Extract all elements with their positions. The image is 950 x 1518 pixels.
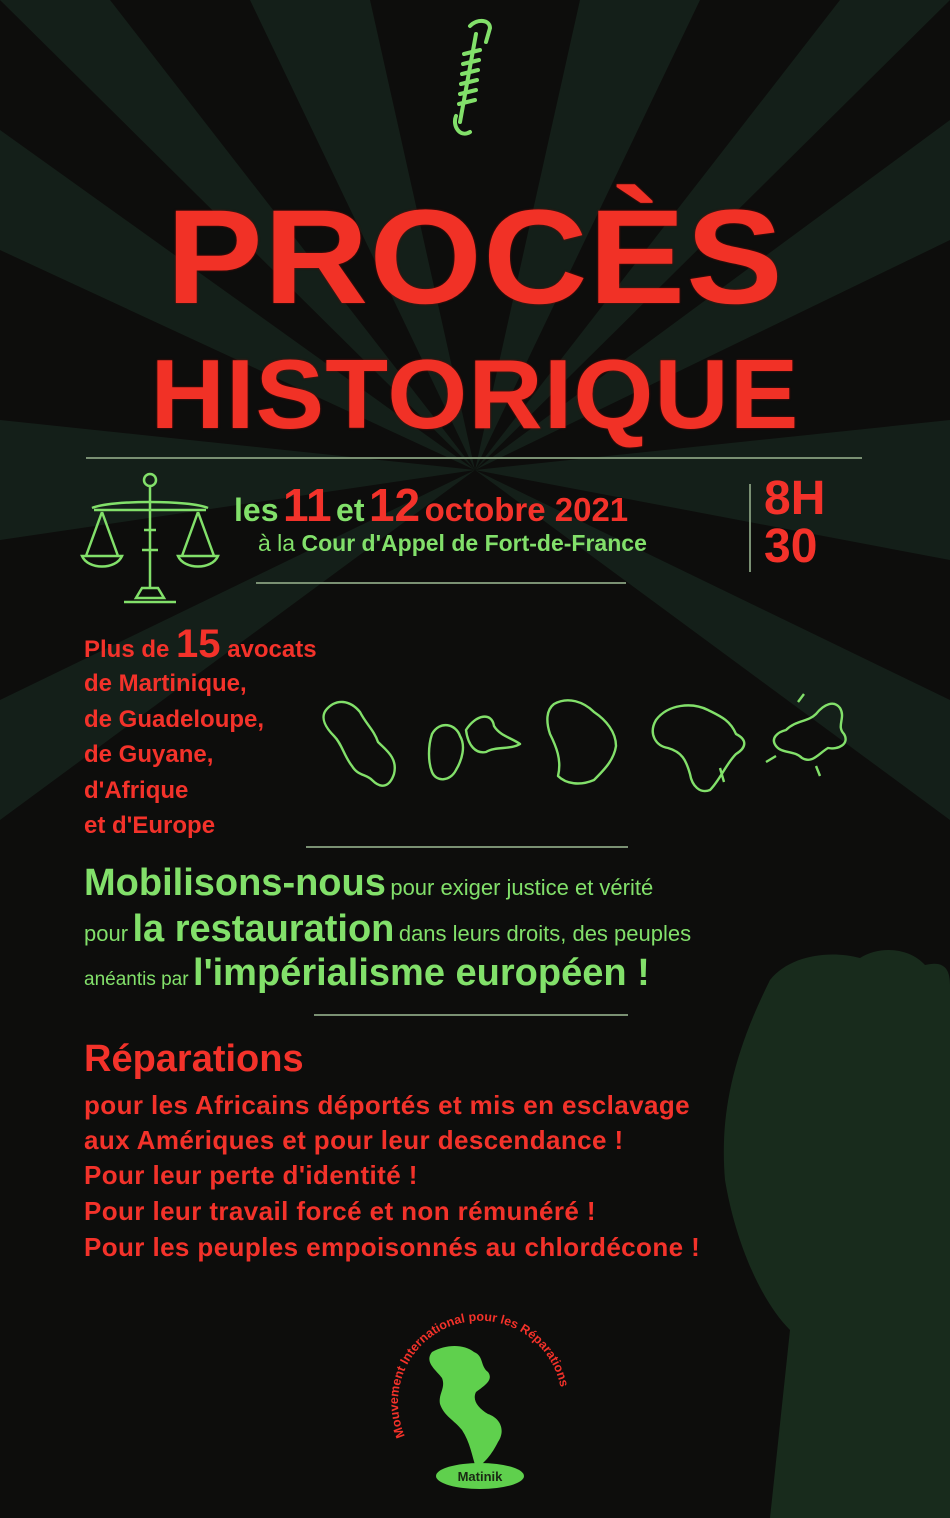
maps-row [316, 690, 856, 800]
mobilize-small-1: pour exiger justice et vérité [390, 875, 654, 900]
date-et: et [336, 492, 365, 528]
mobilize-big-2: la restauration [132, 908, 395, 950]
date-day-2: 12 [368, 479, 421, 531]
americas-globe-icon [429, 1346, 501, 1468]
reparations-line: Pour les peuples empoisonnés au chlordécone ! [84, 1232, 701, 1262]
raised-fist-icon [724, 950, 950, 1518]
lawyers-count: 15 [176, 622, 221, 666]
venue-prefix: à la [258, 530, 296, 556]
time-minutes: 30 [764, 520, 818, 573]
martinique-map-icon [324, 702, 395, 786]
lawyers-places [84, 666, 264, 844]
mobilize-small-2: pour [84, 921, 129, 946]
europe-map-icon [766, 694, 846, 776]
time-separator [749, 484, 751, 572]
mobilize-line-1 [84, 862, 653, 905]
reparations-line: aux Amériques et pour leur descendance ! [84, 1125, 624, 1155]
mobilize-line-2 [84, 908, 691, 951]
mobilize-small-3: dans leurs droits, des peuples [398, 921, 692, 946]
date-line [234, 478, 629, 531]
date-les: les [234, 492, 279, 528]
mobilize-line-3 [84, 952, 650, 995]
divider-1 [86, 457, 862, 459]
guadeloupe-map-icon [429, 717, 520, 780]
divider-2 [256, 582, 626, 584]
title-line-2: HISTORIQUE [150, 339, 800, 449]
place-item: de Guyane, [84, 741, 214, 768]
time-hour: 8H [764, 472, 826, 525]
date-day-1: 11 [282, 479, 332, 531]
logo-ring-text: Mouvement International pour les Réparations [386, 1309, 572, 1441]
reparations-line: pour les Africains déportés et mis en esclavage [84, 1090, 690, 1120]
reparations-heading: Réparations [84, 1038, 304, 1080]
lawyers-prefix: Plus de [84, 636, 170, 663]
venue-line [258, 530, 647, 557]
divider-4 [314, 1014, 628, 1016]
whistle-icon [446, 14, 496, 136]
date-month-year: octobre 2021 [424, 491, 629, 528]
mobilize-big-3: l'impérialisme européen ! [193, 952, 650, 994]
reparations-line: Pour leur travail forcé et non rémunéré ! [84, 1196, 596, 1226]
lawyers-headline [84, 622, 317, 667]
mobilize-small-4: anéantis par [84, 969, 189, 990]
place-item: d'Afrique [84, 776, 189, 804]
scales-of-justice-icon [80, 470, 220, 610]
africa-map-icon [653, 705, 744, 791]
title-line-1: PROCÈS [166, 183, 784, 332]
reparations-line: Pour leur perte d'identité ! [84, 1160, 418, 1190]
place-item: de Guadeloupe, [84, 705, 265, 733]
place-item: de Martinique, [84, 670, 247, 697]
place-item: et d'Europe [84, 812, 216, 839]
guyane-map-icon [547, 700, 616, 783]
lawyers-suffix: avocats [227, 636, 317, 663]
divider-3 [306, 846, 628, 848]
venue-name: Cour d'Appel de Fort-de-France [301, 530, 647, 556]
mobilize-big-1: Mobilisons-nous [84, 862, 386, 904]
movement-logo [380, 1300, 580, 1500]
logo-bottom-text: Matinik [457, 1469, 503, 1484]
